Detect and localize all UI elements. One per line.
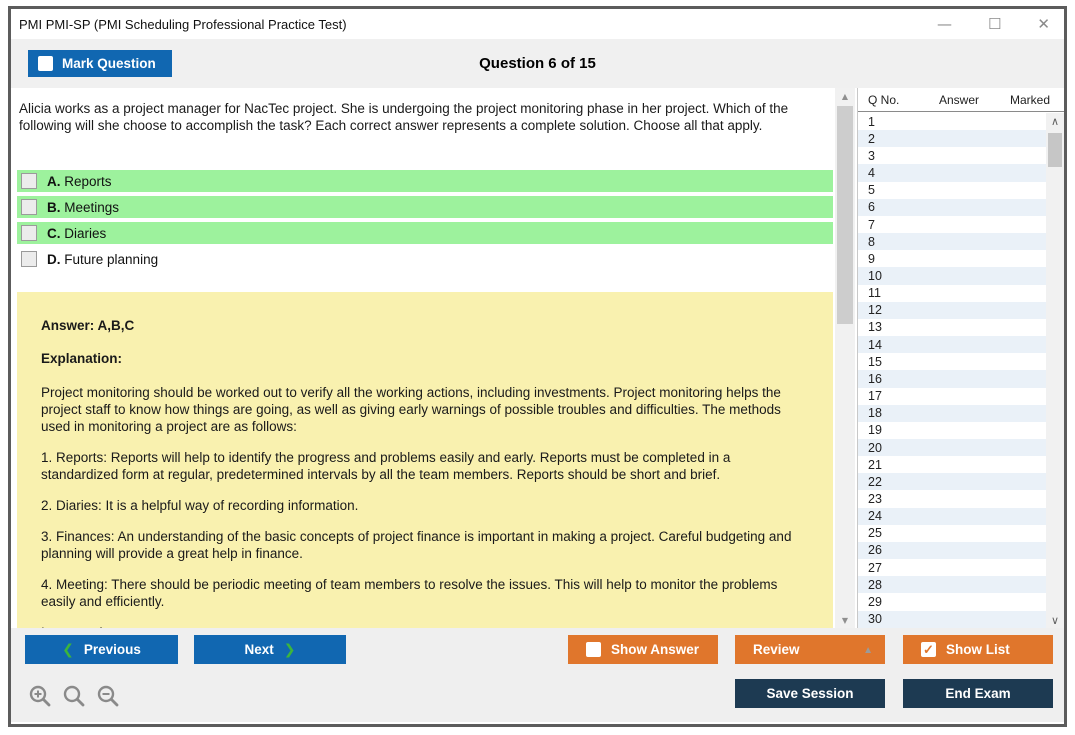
- main-region: [11, 88, 1064, 628]
- scrollbar-thumb[interactable]: [1048, 133, 1062, 167]
- option-d[interactable]: [17, 248, 833, 270]
- scroll-down-icon[interactable]: ▼: [841, 615, 849, 625]
- zoom-reset-icon[interactable]: [62, 684, 86, 708]
- show-list-button[interactable]: [903, 635, 1053, 664]
- review-dropdown-button[interactable]: [735, 635, 885, 664]
- q-number-cell: 8: [868, 234, 875, 249]
- q-number-cell: 1: [868, 114, 875, 129]
- show-answer-checkbox[interactable]: [586, 642, 601, 657]
- q-number-cell: 7: [868, 217, 875, 232]
- show-list-label: Show List: [946, 642, 1010, 657]
- bottom-toolbar: [11, 628, 1064, 722]
- scrollbar-thumb[interactable]: [837, 106, 853, 324]
- question-list-row[interactable]: [858, 353, 1047, 370]
- options-list: [17, 170, 833, 274]
- explanation-paragraph: 3. Finances: An understanding of the basic concepts of project finance is important in making a project. Careful budgeting and planning will provide a great help in finance.: [41, 529, 792, 561]
- question-list-row[interactable]: [858, 388, 1047, 405]
- question-content: [11, 88, 835, 628]
- option-b[interactable]: [17, 196, 833, 218]
- option-b-label: Meetings: [64, 199, 120, 215]
- question-list-row[interactable]: [858, 147, 1047, 164]
- explanation-paragraph: Project monitoring should be worked out to verify all the working actions, including investments. Project monitoring helps the project staff to know how things are going, as well as giving early warnings of possible troubles and difficulties. The methods used in monitoring a project are as follows:: [41, 385, 781, 434]
- question-counter: Question 6 of 15: [479, 55, 596, 72]
- option-a-checkbox[interactable]: [21, 173, 37, 189]
- question-list-header: [858, 88, 1064, 112]
- app-window: [8, 6, 1067, 727]
- mark-question-checkbox[interactable]: [38, 56, 53, 71]
- chevron-right-icon: ❯: [283, 641, 296, 658]
- question-list-row[interactable]: [858, 302, 1047, 319]
- question-list-row[interactable]: [858, 130, 1047, 147]
- q-number-cell: 9: [868, 251, 875, 266]
- scroll-down-icon[interactable]: ∨: [1050, 613, 1060, 627]
- q-number-cell: 27: [868, 560, 882, 575]
- option-d-checkbox[interactable]: [21, 251, 37, 267]
- question-list-row[interactable]: [858, 473, 1047, 490]
- previous-label: Previous: [83, 642, 141, 657]
- question-list-row[interactable]: [858, 250, 1047, 267]
- option-d-letter: D.: [47, 251, 61, 267]
- question-list-panel: [857, 88, 1064, 628]
- header-strip: [11, 39, 1064, 88]
- question-list-row[interactable]: [858, 267, 1047, 284]
- option-b-checkbox[interactable]: [21, 199, 37, 215]
- list-scrollbar[interactable]: [1046, 113, 1064, 628]
- review-label: Review: [753, 642, 800, 657]
- show-answer-label: Show Answer: [611, 642, 700, 657]
- question-list-row[interactable]: [858, 336, 1047, 353]
- mark-question-label: Mark Question: [62, 56, 156, 71]
- option-d-label: Future planning: [64, 251, 159, 267]
- explanation-heading: Explanation:: [41, 351, 123, 366]
- question-list-row[interactable]: [858, 542, 1047, 559]
- question-list-row[interactable]: [858, 508, 1047, 525]
- q-number-cell: 18: [868, 406, 882, 421]
- next-label: Next: [244, 642, 274, 657]
- question-list-row[interactable]: [858, 439, 1047, 456]
- option-c[interactable]: [17, 222, 833, 244]
- q-number-cell: 3: [868, 148, 875, 163]
- question-text: Alicia works as a project manager for NacTec project. She is undergoing the project monitoring phase in her project. Which of the following will she choose to accomplish the task? Each correct answer represents a complete solution. Choose all that apply.: [19, 101, 789, 133]
- q-number-cell: 11: [868, 286, 881, 301]
- option-b-letter: B.: [47, 199, 61, 215]
- answer-line: Answer: A,B,C: [41, 318, 135, 333]
- option-c-letter: C.: [47, 225, 61, 241]
- question-list-row[interactable]: [858, 576, 1047, 593]
- show-answer-button[interactable]: [568, 635, 718, 664]
- show-list-checkbox[interactable]: ✓: [921, 642, 936, 657]
- explanation-box: [17, 292, 833, 628]
- question-list-row[interactable]: [858, 490, 1047, 507]
- column-header-qno: Q No.: [868, 92, 900, 107]
- zoom-out-icon[interactable]: [96, 684, 120, 708]
- q-number-cell: 10: [868, 268, 882, 283]
- end-exam-label: End Exam: [945, 686, 1011, 701]
- q-number-cell: 22: [868, 474, 882, 489]
- question-list-row[interactable]: [858, 593, 1047, 610]
- question-list-row[interactable]: [858, 285, 1047, 302]
- next-button[interactable]: [194, 635, 346, 664]
- question-list-row[interactable]: [858, 370, 1047, 387]
- previous-button[interactable]: [25, 635, 178, 664]
- q-number-cell: 17: [868, 389, 882, 404]
- question-list-row[interactable]: [858, 199, 1047, 216]
- question-list-row[interactable]: [858, 559, 1047, 576]
- q-number-cell: 6: [868, 200, 875, 215]
- chevron-left-icon: ❮: [62, 641, 74, 658]
- q-number-cell: 29: [868, 594, 882, 609]
- save-session-button[interactable]: [735, 679, 885, 708]
- column-header-answer: Answer: [938, 92, 979, 107]
- q-number-cell: 15: [868, 354, 882, 369]
- q-number-cell: 21: [868, 457, 882, 472]
- scroll-up-icon[interactable]: ▲: [841, 91, 849, 101]
- question-list-row[interactable]: [858, 113, 1047, 130]
- q-number-cell: 24: [868, 509, 882, 524]
- option-c-checkbox[interactable]: [21, 225, 37, 241]
- q-number-cell: 23: [868, 492, 882, 507]
- question-list-row[interactable]: [858, 233, 1047, 250]
- q-number-cell: 25: [868, 526, 882, 541]
- question-list-row[interactable]: [858, 182, 1047, 199]
- q-number-cell: 16: [868, 371, 882, 386]
- save-session-label: Save Session: [766, 686, 854, 701]
- question-list-body: [858, 113, 1047, 628]
- q-number-cell: 5: [868, 183, 875, 198]
- window-title: PMI PMI-SP (PMI Scheduling Professional Practice Test): [19, 16, 347, 32]
- q-number-cell: 14: [868, 337, 882, 352]
- question-list-row[interactable]: [858, 164, 1047, 181]
- title-bar: [11, 9, 1064, 39]
- close-icon[interactable]: ✕: [1037, 14, 1050, 33]
- explanation-paragraph: 2. Diaries: It is a helpful way of recording information.: [41, 498, 359, 513]
- maximize-icon[interactable]: ☐: [987, 14, 1002, 33]
- dropdown-up-icon: ▲: [863, 645, 873, 656]
- question-list-row[interactable]: [858, 216, 1047, 233]
- question-list-row[interactable]: [858, 422, 1047, 439]
- q-number-cell: 4: [868, 166, 875, 181]
- minimize-icon[interactable]: —: [936, 14, 952, 33]
- question-list-row[interactable]: [858, 525, 1047, 542]
- q-number-cell: 12: [868, 303, 882, 318]
- content-scrollbar[interactable]: [835, 88, 855, 628]
- question-list-row[interactable]: [858, 456, 1047, 473]
- zoom-toolbar: [28, 684, 120, 708]
- option-a-letter: A.: [47, 173, 61, 189]
- zoom-in-icon[interactable]: [28, 684, 52, 708]
- option-a[interactable]: [17, 170, 833, 192]
- scroll-up-icon[interactable]: ∧: [1050, 114, 1060, 128]
- column-header-marked: Marked: [1009, 92, 1050, 107]
- q-number-cell: 13: [868, 320, 882, 335]
- q-number-cell: 28: [868, 577, 882, 592]
- q-number-cell: 26: [868, 543, 882, 558]
- q-number-cell: 30: [868, 612, 882, 627]
- q-number-cell: 19: [868, 423, 882, 438]
- option-c-label: Diaries: [64, 225, 107, 241]
- explanation-paragraph: 1. Reports: Reports will help to identify the progress and problems easily and early. Reports must be completed in a standardized form at regular, predetermined intervals by all the team members. Reports should be short and brief.: [41, 450, 731, 482]
- option-a-label: Reports: [64, 173, 112, 189]
- explanation-paragraph: 4. Meeting: There should be periodic meeting of team members to resolve the issues. This will help to monitor the problems easily and efficiently.: [41, 577, 778, 609]
- mark-question-button[interactable]: [28, 50, 172, 77]
- q-number-cell: 20: [868, 440, 882, 455]
- q-number-cell: 2: [868, 131, 875, 146]
- window-controls: [937, 9, 1050, 39]
- end-exam-button[interactable]: [903, 679, 1053, 708]
- question-list-row[interactable]: [858, 611, 1047, 628]
- question-list-row[interactable]: [858, 405, 1047, 422]
- question-list-row[interactable]: [858, 319, 1047, 336]
